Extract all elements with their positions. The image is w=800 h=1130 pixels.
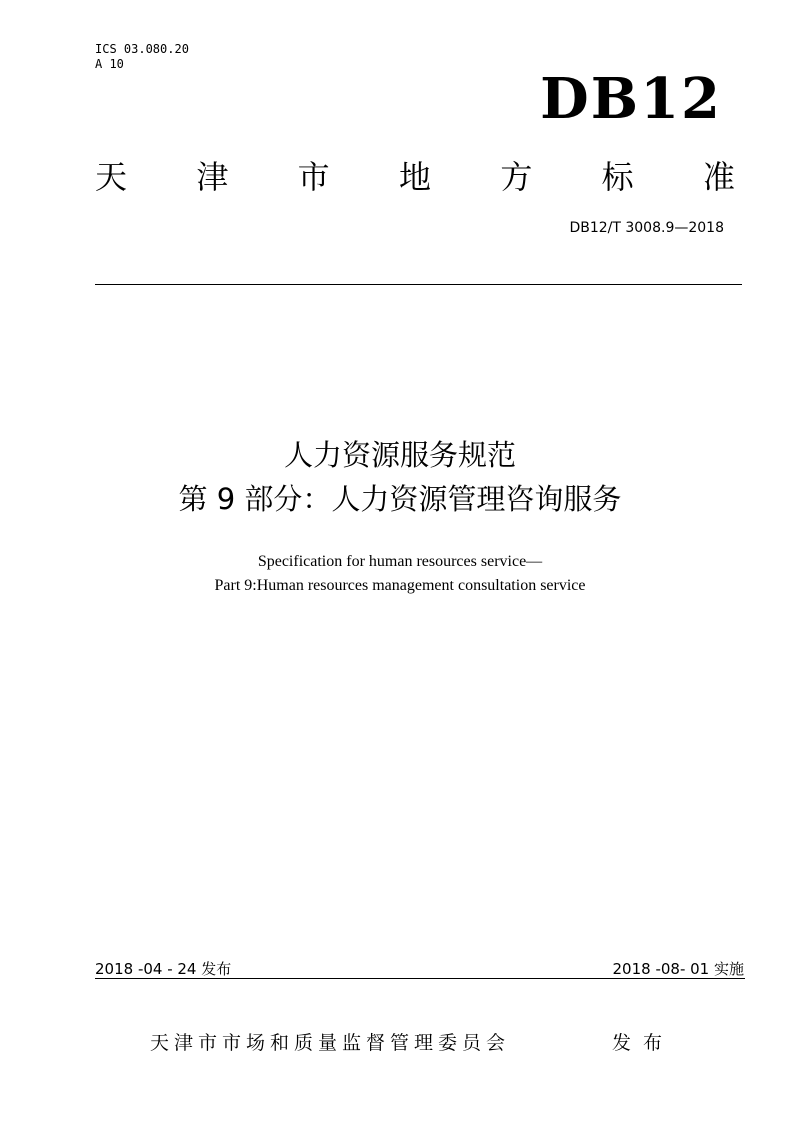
title-en-line2: Part 9:Human resources management consultation service — [214, 577, 586, 594]
issuing-authority: 天津市市场和质量监督管理委员会 — [150, 1032, 511, 1054]
effective-date: 2018 -08- 01 实施 — [612, 960, 744, 978]
category-char: 天 — [95, 158, 128, 196]
title-zh-line2: 第 9 部分：人力资源管理咨询服务 — [178, 482, 622, 516]
issue-date: 2018 -04 - 24 发布 — [95, 960, 232, 978]
title-zh-line1: 人力资源服务规范 — [283, 438, 516, 472]
title-en-line1: Specification for human resources service— — [257, 553, 543, 570]
category-char: 标 — [601, 158, 634, 196]
standard-number: DB12/T 3008.9—2018 — [569, 220, 724, 236]
category-char: 地 — [398, 158, 431, 196]
ics-classification — [95, 42, 189, 72]
category-char: 津 — [196, 158, 229, 196]
ics-code: ICS 03.080.20 — [95, 42, 189, 56]
standard-code-logo: DB12 — [540, 66, 722, 132]
category-char: 方 — [500, 158, 533, 196]
publish-label: 发布 — [612, 1032, 675, 1054]
header-divider — [95, 284, 742, 285]
footer-divider — [95, 978, 745, 979]
standard-category — [95, 155, 735, 199]
category-char: 准 — [702, 158, 735, 196]
ccs-code: A 10 — [95, 57, 124, 71]
category-char: 市 — [297, 158, 330, 196]
